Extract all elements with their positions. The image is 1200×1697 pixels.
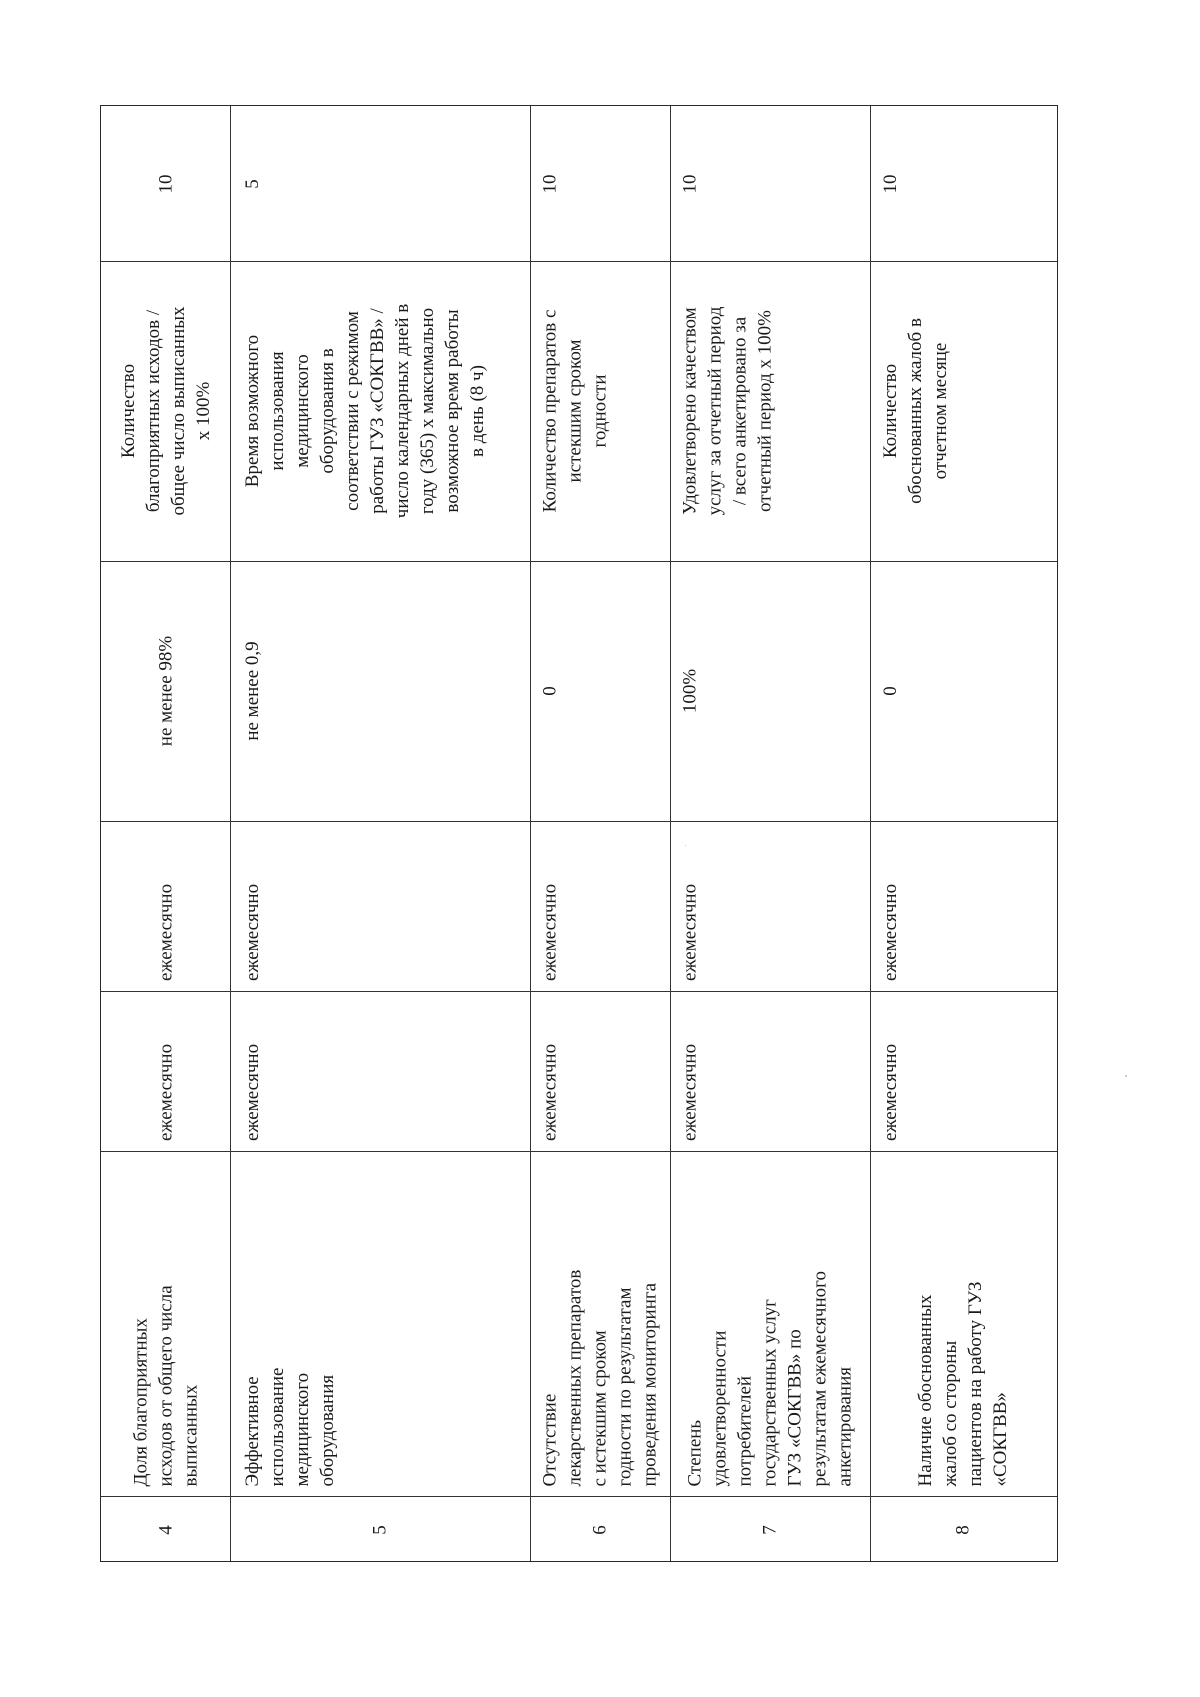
frequency-cell: ежемесячно xyxy=(155,1043,176,1141)
indicator-name: Эффективное использование медицинского оборудования xyxy=(242,1367,338,1486)
indicators-table xyxy=(100,105,1058,1562)
frequency-cell: ежемесячно xyxy=(679,1043,701,1141)
score-value: 10 xyxy=(155,174,176,193)
scan-speck xyxy=(1125,1075,1127,1077)
calculation-formula: Количество благоприятных исходов / общее число выписанных х 100% xyxy=(117,306,214,516)
frequency-cell: ежемесячно xyxy=(539,883,561,981)
table-row-number: 7 xyxy=(759,1524,781,1535)
table-row-number: 4 xyxy=(155,1524,176,1535)
table-row-number: 6 xyxy=(589,1524,611,1535)
calculation-formula: Время возможного использования медицинского оборудования в соответствии с режимом работы ГУЗ «СОКГВВ» / число календарных дней в году (365) х максимально возможное время работы в день (8 ч) xyxy=(242,303,488,519)
indicator-name: Степень удовлетворенности потребителей государственных услуг ГУЗ «СОКГВВ» по результатам ежемесячного анкетирования xyxy=(684,1270,856,1486)
table-row-number: 8 xyxy=(952,1524,974,1535)
frequency-cell: ежемесячно xyxy=(880,883,901,981)
scan-speck xyxy=(685,845,686,846)
frequency-cell: ежемесячно xyxy=(679,883,701,981)
table-row-number: 5 xyxy=(369,1524,391,1535)
frequency-cell: ежемесячно xyxy=(242,883,263,981)
target-value: 100% xyxy=(679,668,701,714)
target-value: 0 xyxy=(880,686,901,696)
indicator-name: Наличие обоснованных жалоб со стороны пациентов на работу ГУЗ «СОКГВВ» xyxy=(915,1280,1011,1486)
frequency-cell: ежемесячно xyxy=(880,1043,901,1141)
target-value: не менее 0,9 xyxy=(242,641,263,741)
score-value: 10 xyxy=(539,174,561,193)
target-value: 0 xyxy=(539,686,561,696)
calculation-formula: Количество обоснованных жалоб в отчетном месяце xyxy=(880,318,951,504)
calculation-formula: Количество препаратов с истекшим сроком годности xyxy=(539,309,611,513)
indicator-name: Доля благоприятных исходов от общего числа выписанных xyxy=(130,1284,201,1486)
score-value: 10 xyxy=(880,174,901,193)
score-value: 10 xyxy=(679,174,701,193)
indicator-name: Отсутствие лекарственных препаратов с истекшим сроком годности по результатам проведения мониторинга xyxy=(539,1269,661,1486)
frequency-cell: ежемесячно xyxy=(539,1043,561,1141)
frequency-cell: ежемесячно xyxy=(155,883,176,981)
frequency-cell: ежемесячно xyxy=(242,1043,263,1141)
calculation-formula: Удовлетворено качеством услуг за отчетный период / всего анкетировано за отчетный период х 100% xyxy=(679,306,776,516)
target-value: не менее 98% xyxy=(155,635,176,747)
score-value: 5 xyxy=(242,178,263,189)
